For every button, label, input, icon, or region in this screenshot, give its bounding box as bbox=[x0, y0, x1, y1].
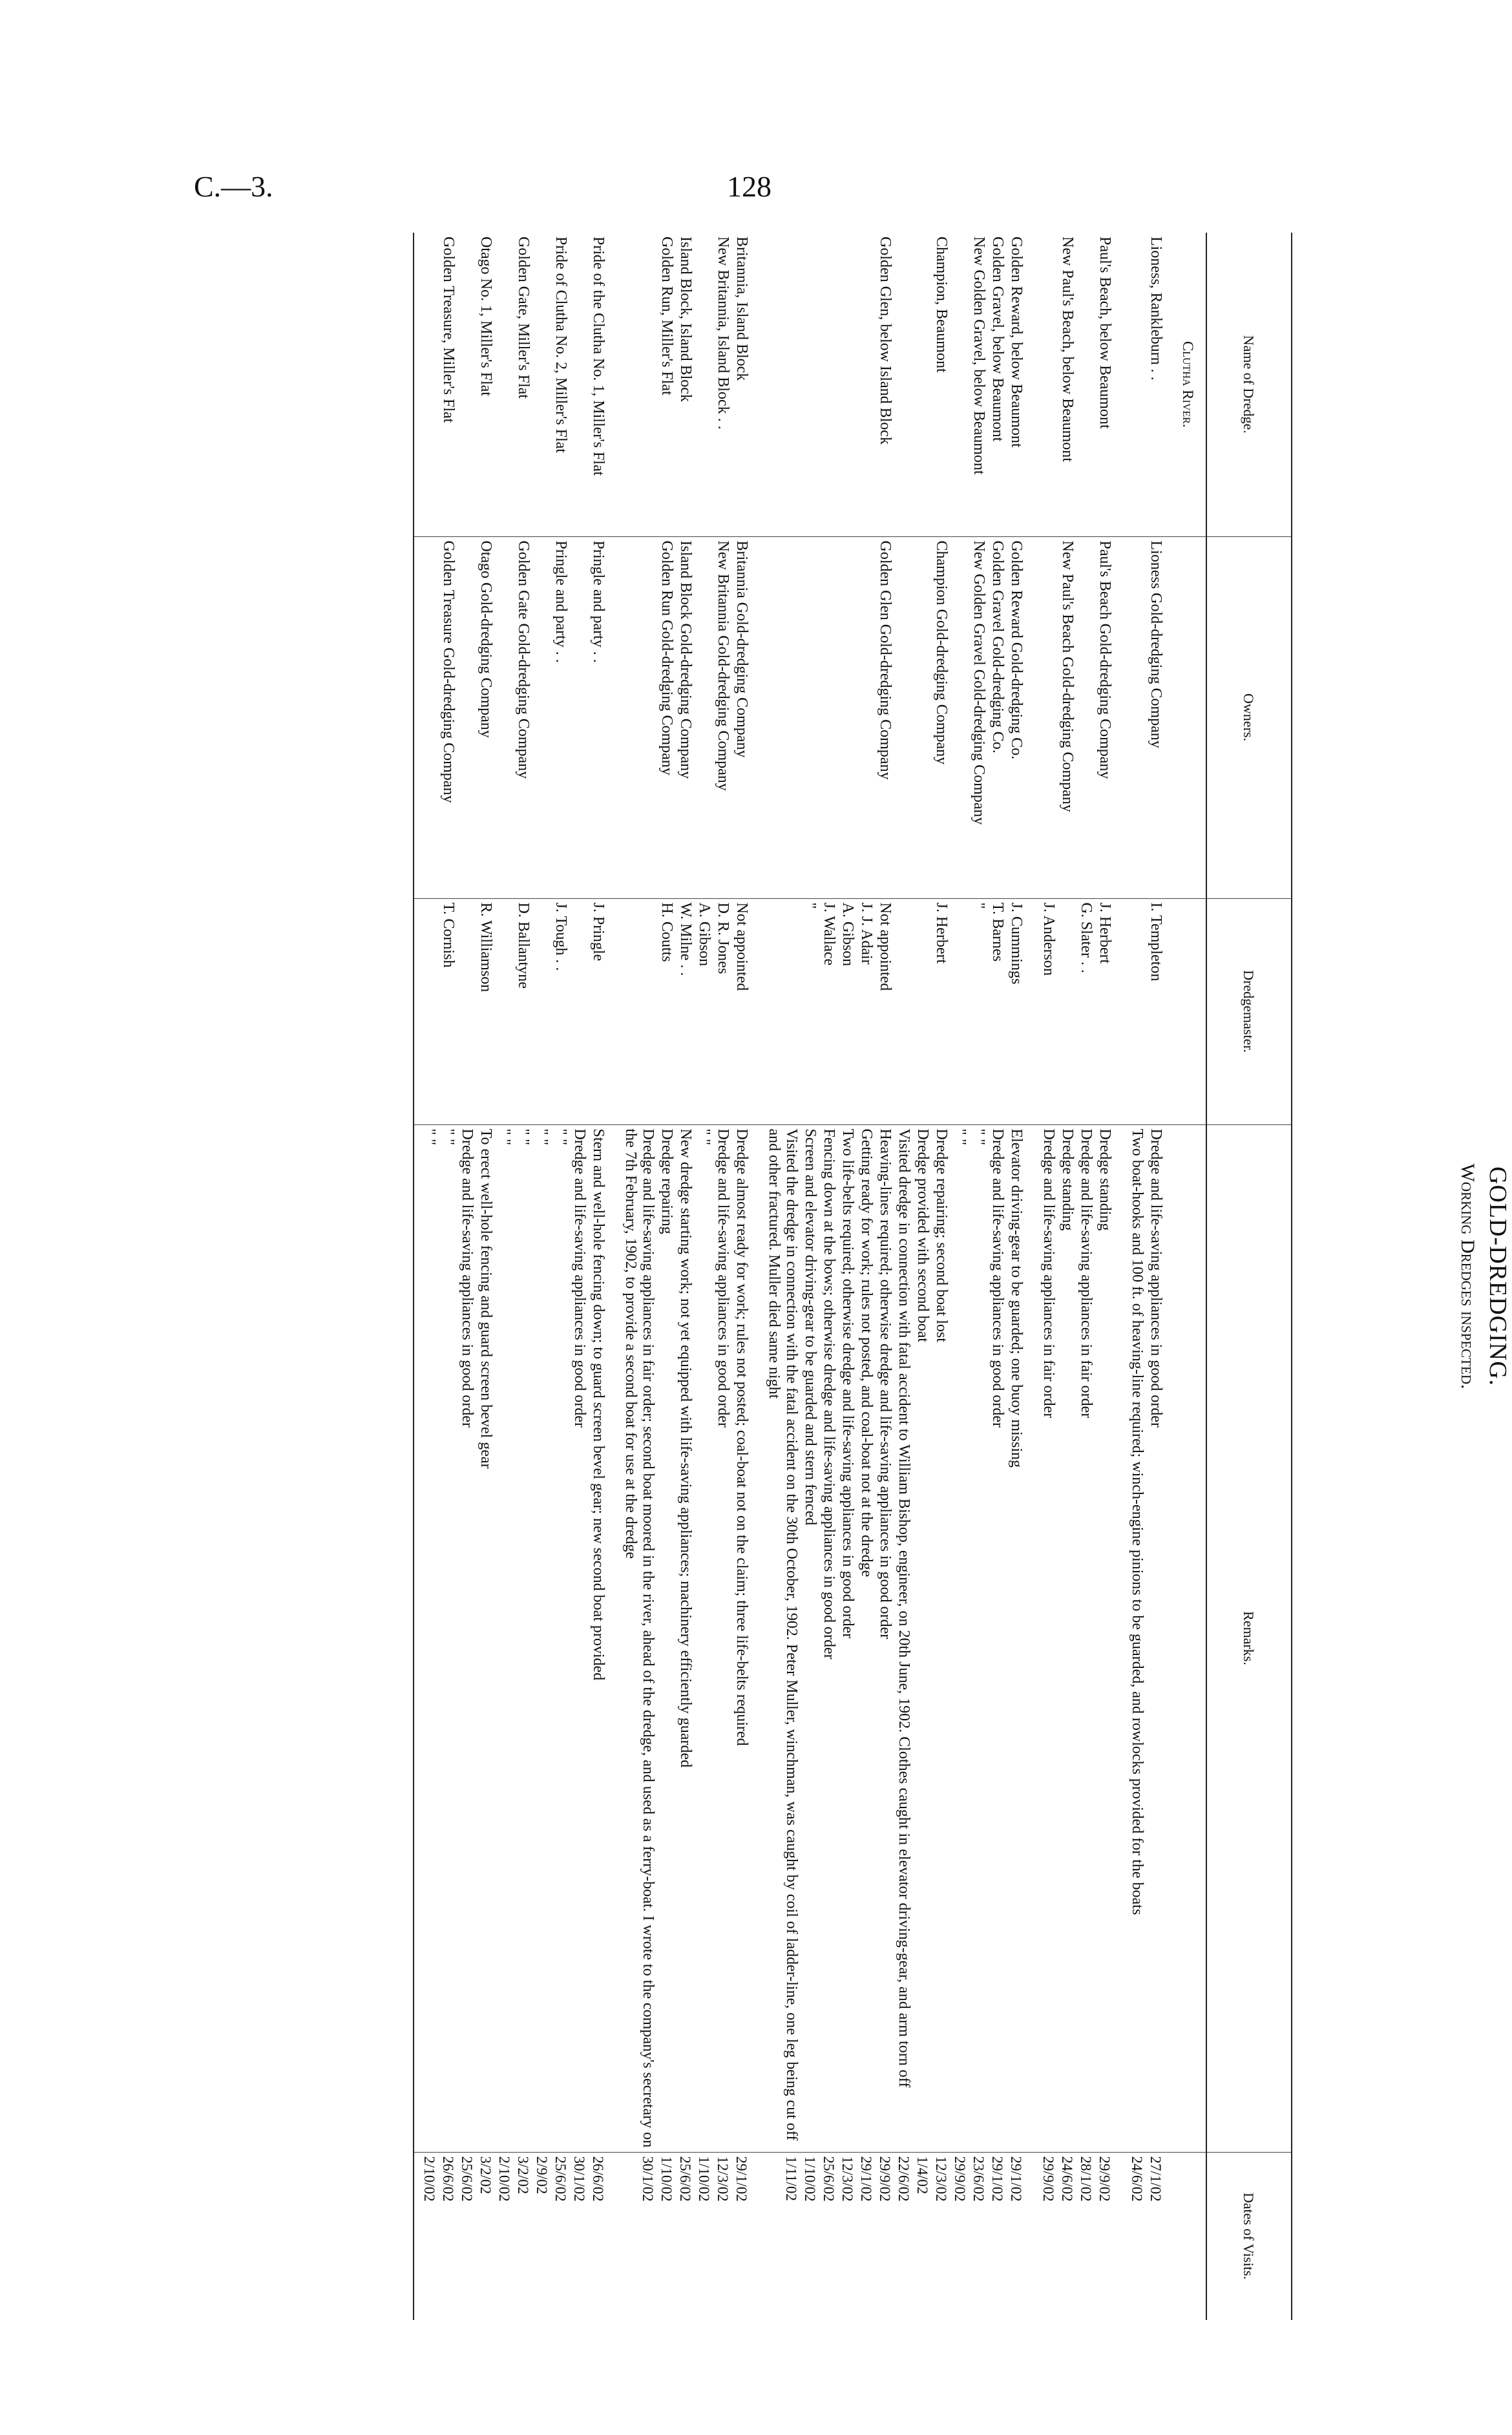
cell-date: 2/9/02 bbox=[532, 2152, 551, 2320]
cell-dredgemaster: W. Milne . . bbox=[676, 898, 695, 1124]
cell-remarks: New dredge starting work; not yet equipped with life-saving appliances; machinery efficiently guarded bbox=[676, 1124, 695, 2152]
cell-remarks: Heaving-lines required; otherwise dredge and life-saving appliances in good order bbox=[876, 1124, 894, 2152]
table-row bbox=[414, 233, 439, 2320]
cell-date: 25/6/02 bbox=[551, 2152, 570, 2320]
cell-owners: Champion Gold-dredging Company bbox=[932, 536, 950, 898]
cell-remarks: Visited dredge in connection with fatal accident to William Bishop, engineer, on 20th June, 1902. Clothes caught in elevator driving-gear, and arm torn off bbox=[894, 1124, 913, 2152]
cell-dredge-name: Lioness, Rankleburn . . bbox=[1148, 237, 1164, 381]
cell-dredge-name: New Britannia, Island Block . . bbox=[715, 237, 731, 430]
table-row bbox=[551, 233, 570, 2320]
cell-date: 28/1/02 bbox=[1076, 2152, 1095, 2320]
cell-dredge-name bbox=[894, 233, 913, 536]
cell-dredgemaster: J. Wallace bbox=[819, 898, 838, 1124]
cell-date: 1/10/02 bbox=[801, 2152, 819, 2320]
table-body bbox=[414, 233, 1206, 2320]
table-subtitle: Working Dredges inspected. bbox=[1457, 1163, 1478, 1389]
cell-dredge-name bbox=[1128, 233, 1146, 536]
cell-remarks: Dredge and life-saving appliances in fair order bbox=[1076, 1124, 1095, 2152]
cell-owners bbox=[414, 536, 439, 898]
cell-remarks: " " bbox=[950, 1124, 969, 2152]
cell-dredgemaster: I. Templeton bbox=[1146, 898, 1179, 1124]
cell-owners: New Golden Gravel Gold-dredging Company bbox=[969, 536, 988, 898]
cell-dredge-name: Golden Run, Miller's Flat bbox=[658, 237, 675, 395]
cell-date: 2/10/02 bbox=[495, 2152, 514, 2320]
cell-date: 24/6/02 bbox=[1128, 2152, 1146, 2320]
cell-owners bbox=[570, 536, 589, 898]
cell-dredge-name: Golden Glen, below Island Block bbox=[877, 237, 894, 445]
cell-owners bbox=[764, 536, 801, 898]
page-number: 128 bbox=[727, 170, 772, 203]
table-row bbox=[857, 233, 876, 2320]
cell-owners bbox=[950, 536, 969, 898]
cell-date: 29/1/02 bbox=[732, 2152, 764, 2320]
table-row bbox=[439, 233, 457, 2320]
cell-owners bbox=[1039, 536, 1058, 898]
cell-dredge-name bbox=[495, 233, 514, 536]
cell-dredge-name bbox=[1076, 233, 1095, 536]
table-row bbox=[913, 233, 932, 2320]
cell-dredgemaster bbox=[894, 898, 913, 1124]
table-row bbox=[876, 233, 894, 2320]
cell-dredgemaster bbox=[621, 898, 657, 1124]
cell-dredge-name bbox=[857, 233, 876, 536]
cell-dredge-name bbox=[838, 233, 857, 536]
cell-remarks: Fencing down at the bows; otherwise dredge and life-saving appliances in good order bbox=[819, 1124, 838, 2152]
cell-dredge-name: Paul's Beach, below Beaumont bbox=[1097, 237, 1113, 429]
cell-dredge-name: Pride of Clutha No. 2, Miller's Flat bbox=[552, 237, 569, 453]
cell-date: 30/1/02 bbox=[570, 2152, 589, 2320]
cell-date: 26/6/02 bbox=[589, 2152, 621, 2320]
cell-dredgemaster: T. Cornish bbox=[439, 898, 457, 1124]
cell-date: 24/6/02 bbox=[1058, 2152, 1076, 2320]
cell-dredgemaster: Not appointed bbox=[876, 898, 894, 1124]
cell-dredge-name: Champion, Beaumont bbox=[933, 237, 950, 373]
cell-dredgemaster: J. Tough . . bbox=[551, 898, 570, 1124]
cell-dredge-name bbox=[764, 233, 801, 536]
cell-owners bbox=[801, 536, 819, 898]
cell-remarks: Dredge and life-saving appliances in good order bbox=[713, 1124, 732, 2152]
cell-remarks: Dredge and life-saving appliances in good order bbox=[457, 1124, 476, 2152]
cell-owners: Golden Gate Gold-dredging Company bbox=[514, 536, 532, 898]
table-row bbox=[695, 233, 713, 2320]
cell-dredge-name: Pride of the Clutha No. 1, Miller's Flat bbox=[590, 237, 607, 476]
cell-owners bbox=[532, 536, 551, 898]
table-row bbox=[819, 233, 838, 2320]
cell-remarks: Getting ready for work; rules not posted, and coal-boat not at the dredge bbox=[857, 1124, 876, 2152]
cell-owners: Island Block Gold-dredging Company bbox=[676, 536, 695, 898]
cell-remarks: Dredge almost ready for work; rules not posted; coal-boat not on the claim; three life-belts required bbox=[732, 1124, 764, 2152]
cell-owners: Otago Gold-dredging Company bbox=[476, 536, 495, 898]
cell-dredgemaster: G. Slater . . bbox=[1076, 898, 1095, 1124]
table-row bbox=[1058, 233, 1076, 2320]
table-row bbox=[894, 233, 913, 2320]
cell-date: 1/10/02 bbox=[657, 2152, 676, 2320]
cell-date: 3/2/02 bbox=[514, 2152, 532, 2320]
table-row bbox=[657, 233, 676, 2320]
table-row bbox=[589, 233, 621, 2320]
cell-date: 26/6/02 bbox=[439, 2152, 457, 2320]
cell-dredge-name: Golden Gravel, below Beaumont bbox=[989, 237, 1006, 442]
col-header-owners: Owners. bbox=[1206, 536, 1292, 898]
table-caption bbox=[1456, 233, 1512, 2320]
cell-dredgemaster bbox=[414, 898, 439, 1124]
cell-dredge-name bbox=[950, 233, 969, 536]
table-row bbox=[713, 233, 732, 2320]
inspection-table bbox=[413, 233, 1292, 2320]
table-row bbox=[514, 233, 532, 2320]
cell-owners bbox=[495, 536, 514, 898]
cell-remarks: To erect well-hole fencing and guard screen bevel gear bbox=[476, 1124, 495, 2152]
table-row bbox=[476, 233, 495, 2320]
cell-dredge-name: Otago No. 1, Miller's Flat bbox=[478, 237, 494, 396]
cell-owners: Pringle and party . . bbox=[589, 536, 621, 898]
cell-dredgemaster bbox=[457, 898, 476, 1124]
cell-dredge-name bbox=[570, 233, 589, 536]
cell-remarks: Dredge repairing bbox=[657, 1124, 676, 2152]
table-row bbox=[932, 233, 950, 2320]
cell-owners: Golden Glen Gold-dredging Company bbox=[876, 536, 894, 898]
cell-dredge-name: Golden Treasure, Miller's Flat bbox=[440, 237, 457, 423]
cell-remarks: Dredge and life-saving appliances in good order bbox=[1146, 1124, 1179, 2152]
cell-remarks: Elevator driving-gear to be guarded; one buoy missing bbox=[1007, 1124, 1039, 2152]
rotated-table-block bbox=[284, 233, 1511, 2320]
cell-dredgemaster bbox=[1058, 898, 1076, 1124]
cell-remarks: Dredge standing bbox=[1095, 1124, 1128, 2152]
cell-date: 12/3/02 bbox=[932, 2152, 950, 2320]
cell-remarks: " " bbox=[439, 1124, 457, 2152]
cell-remarks: Dredge and life-saving appliances in good order bbox=[988, 1124, 1007, 2152]
cell-dredgemaster bbox=[913, 898, 932, 1124]
cell-dredge-name: Golden Reward, below Beaumont bbox=[1008, 237, 1025, 448]
cell-remarks: " " bbox=[695, 1124, 713, 2152]
cell-remarks: Dredge standing bbox=[1058, 1124, 1076, 2152]
table-row bbox=[1128, 233, 1146, 2320]
cell-owners: Britannia Gold-dredging Company bbox=[732, 536, 764, 898]
table-row bbox=[621, 233, 657, 2320]
cell-remarks: " " bbox=[514, 1124, 532, 2152]
table-row bbox=[1039, 233, 1058, 2320]
cell-dredgemaster: J. Herbert bbox=[932, 898, 950, 1124]
cell-dredge-name bbox=[532, 233, 551, 536]
table-row bbox=[801, 233, 819, 2320]
cell-date: 12/3/02 bbox=[838, 2152, 857, 2320]
cell-owners bbox=[1128, 536, 1146, 898]
cell-remarks: Visited the dredge in connection with the fatal accident on the 30th October, 1902. Peter Muller, winchman, was caught by coil of ladder-line, one leg being cut off and other fractured. Muller died same night bbox=[764, 1124, 801, 2152]
cell-remarks: " " bbox=[969, 1124, 988, 2152]
cell-owners bbox=[894, 536, 913, 898]
cell-owners: Golden Reward Gold-dredging Co. bbox=[1007, 536, 1039, 898]
cell-dredge-name bbox=[1039, 233, 1058, 536]
cell-remarks: Dredge provided with second boat bbox=[913, 1124, 932, 2152]
cell-remarks: Two boat-hooks and 100 ft. of heaving-line required; winch-engine pinions to be guarded, and rowlocks provided for the boats bbox=[1128, 1124, 1146, 2152]
cell-date: 3/2/02 bbox=[476, 2152, 495, 2320]
cell-remarks: Screen and elevator driving-gear to be guarded and stern fenced bbox=[801, 1124, 819, 2152]
table-row bbox=[1076, 233, 1095, 2320]
cell-dredgemaster bbox=[764, 898, 801, 1124]
cell-date: 30/1/02 bbox=[621, 2152, 657, 2320]
cell-date: 27/1/02 bbox=[1146, 2152, 1179, 2320]
cell-owners bbox=[838, 536, 857, 898]
cell-dredgemaster: J. Herbert bbox=[1095, 898, 1128, 1124]
table-row bbox=[457, 233, 476, 2320]
cell-dredgemaster bbox=[570, 898, 589, 1124]
cell-dredgemaster: D. Ballantyne bbox=[514, 898, 532, 1124]
cell-dredgemaster bbox=[495, 898, 514, 1124]
cell-remarks: Dredge and life-saving appliances in fair order; second boat moored in the river, ahead of the dredge, and used as a ferry-boat. I wrote to the company's secretary on the 7th February, 1902, to provide a second boat for use at the dredge bbox=[621, 1124, 657, 2152]
col-header-remarks: Remarks. bbox=[1206, 1124, 1292, 2152]
cell-remarks: Two life-belts required; otherwise dredge and life-saving appliances in good order bbox=[838, 1124, 857, 2152]
cell-dredgemaster: H. Coutts bbox=[657, 898, 676, 1124]
table-title: GOLD-DREDGING. bbox=[1484, 1166, 1511, 1387]
cell-owners bbox=[457, 536, 476, 898]
table-header-row bbox=[1206, 233, 1292, 2320]
cell-dredgemaster bbox=[950, 898, 969, 1124]
cell-remarks: Stern and well-hole fencing down; to guard screen bevel gear; new second boat provided bbox=[589, 1124, 621, 2152]
cell-dredgemaster: A. Gibson bbox=[695, 898, 713, 1124]
table-row bbox=[838, 233, 857, 2320]
cell-owners: Golden Run Gold-dredging Company bbox=[657, 536, 676, 898]
cell-dredgemaster: J. Cummings bbox=[1007, 898, 1039, 1124]
cell-dredge-name: Golden Gate, Miller's Flat bbox=[515, 237, 532, 399]
cell-dredge-name: Island Block, Island Block bbox=[677, 237, 694, 402]
cell-dredgemaster: A. Gibson bbox=[838, 898, 857, 1124]
cell-dredgemaster bbox=[532, 898, 551, 1124]
cell-owners bbox=[695, 536, 713, 898]
cell-remarks: " " bbox=[414, 1124, 439, 2152]
cell-dredgemaster: Not appointed bbox=[732, 898, 764, 1124]
cell-date: 25/6/02 bbox=[819, 2152, 838, 2320]
table-row bbox=[532, 233, 551, 2320]
river-heading-row bbox=[1179, 233, 1206, 2320]
cell-dredgemaster: " bbox=[801, 898, 819, 1124]
cell-owners bbox=[857, 536, 876, 898]
cell-date: 12/3/02 bbox=[713, 2152, 732, 2320]
cell-remarks: " " bbox=[532, 1124, 551, 2152]
cell-dredge-name bbox=[695, 233, 713, 536]
cell-date: 23/6/02 bbox=[969, 2152, 988, 2320]
cell-date: 25/6/02 bbox=[676, 2152, 695, 2320]
cell-remarks: " " bbox=[495, 1124, 514, 2152]
cell-owners: Golden Treasure Gold-dredging Company bbox=[439, 536, 457, 898]
cell-date: 29/1/02 bbox=[857, 2152, 876, 2320]
table-row bbox=[676, 233, 695, 2320]
cell-owners bbox=[621, 536, 657, 898]
cell-remarks: Dredge and life-saving appliances in fair order bbox=[1039, 1124, 1058, 2152]
cell-dredge-name bbox=[819, 233, 838, 536]
cell-owners bbox=[1076, 536, 1095, 898]
cell-date: 29/9/02 bbox=[950, 2152, 969, 2320]
cell-dredgemaster: " bbox=[969, 898, 988, 1124]
cell-dredgemaster: D. R. Jones bbox=[713, 898, 732, 1124]
cell-remarks: Dredge repairing; second boat lost bbox=[932, 1124, 950, 2152]
cell-date: 1/11/02 bbox=[764, 2152, 801, 2320]
cell-dredgemaster: J. J. Adair bbox=[857, 898, 876, 1124]
cell-dredge-name bbox=[801, 233, 819, 536]
cell-date: 25/6/02 bbox=[457, 2152, 476, 2320]
cell-date: 2/10/02 bbox=[414, 2152, 439, 2320]
cell-date: 22/6/02 bbox=[894, 2152, 913, 2320]
table-row bbox=[969, 233, 988, 2320]
table-row bbox=[764, 233, 801, 2320]
cell-owners bbox=[913, 536, 932, 898]
table-row bbox=[570, 233, 589, 2320]
cell-dredgemaster: R. Williamson bbox=[476, 898, 495, 1124]
cell-dredge-name bbox=[414, 233, 439, 536]
cell-remarks: Dredge and life-saving appliances in good order bbox=[570, 1124, 589, 2152]
cell-remarks: " " bbox=[551, 1124, 570, 2152]
cell-owners bbox=[819, 536, 838, 898]
cell-dredge-name: Britannia, Island Block bbox=[733, 237, 750, 381]
cell-date: 29/1/02 bbox=[988, 2152, 1007, 2320]
table-row bbox=[988, 233, 1007, 2320]
page-header-left: C.—3. bbox=[194, 170, 273, 203]
cell-date: 29/9/02 bbox=[876, 2152, 894, 2320]
cell-owners: Golden Gravel Gold-dredging Co. bbox=[988, 536, 1007, 898]
cell-dredgemaster: T. Barnes bbox=[988, 898, 1007, 1124]
cell-date: 29/9/02 bbox=[1039, 2152, 1058, 2320]
table-row bbox=[950, 233, 969, 2320]
river-heading: Clutha River. bbox=[1180, 341, 1196, 428]
col-header-name: Name of Dredge. bbox=[1206, 233, 1292, 536]
cell-owners: New Paul's Beach Gold-dredging Company bbox=[1058, 536, 1076, 898]
cell-dredgemaster: J. Anderson bbox=[1039, 898, 1058, 1124]
cell-date: 29/1/02 bbox=[1007, 2152, 1039, 2320]
table-row bbox=[1007, 233, 1039, 2320]
cell-dredge-name: New Golden Gravel, below Beaumont bbox=[971, 237, 987, 475]
cell-owners: Lioness Gold-dredging Company bbox=[1146, 536, 1179, 898]
cell-date: 1/4/02 bbox=[913, 2152, 932, 2320]
cell-owners: Paul's Beach Gold-dredging Company bbox=[1095, 536, 1128, 898]
col-header-dates: Dates of Visits. bbox=[1206, 2152, 1292, 2320]
table-row bbox=[732, 233, 764, 2320]
cell-owners: Pringle and party . . bbox=[551, 536, 570, 898]
table-row bbox=[495, 233, 514, 2320]
cell-dredgemaster: J. Pringle bbox=[589, 898, 621, 1124]
col-header-dredgemaster: Dredgemaster. bbox=[1206, 898, 1292, 1124]
cell-date: 1/10/02 bbox=[695, 2152, 713, 2320]
cell-dredge-name: New Paul's Beach, below Beaumont bbox=[1059, 237, 1076, 462]
cell-dredge-name bbox=[913, 233, 932, 536]
table-row bbox=[1095, 233, 1128, 2320]
cell-date: 29/9/02 bbox=[1095, 2152, 1128, 2320]
table-row bbox=[1146, 233, 1179, 2320]
cell-dredge-name bbox=[621, 233, 657, 536]
cell-dredge-name bbox=[457, 233, 476, 536]
cell-owners: New Britannia Gold-dredging Company bbox=[713, 536, 732, 898]
cell-dredgemaster bbox=[1128, 898, 1146, 1124]
